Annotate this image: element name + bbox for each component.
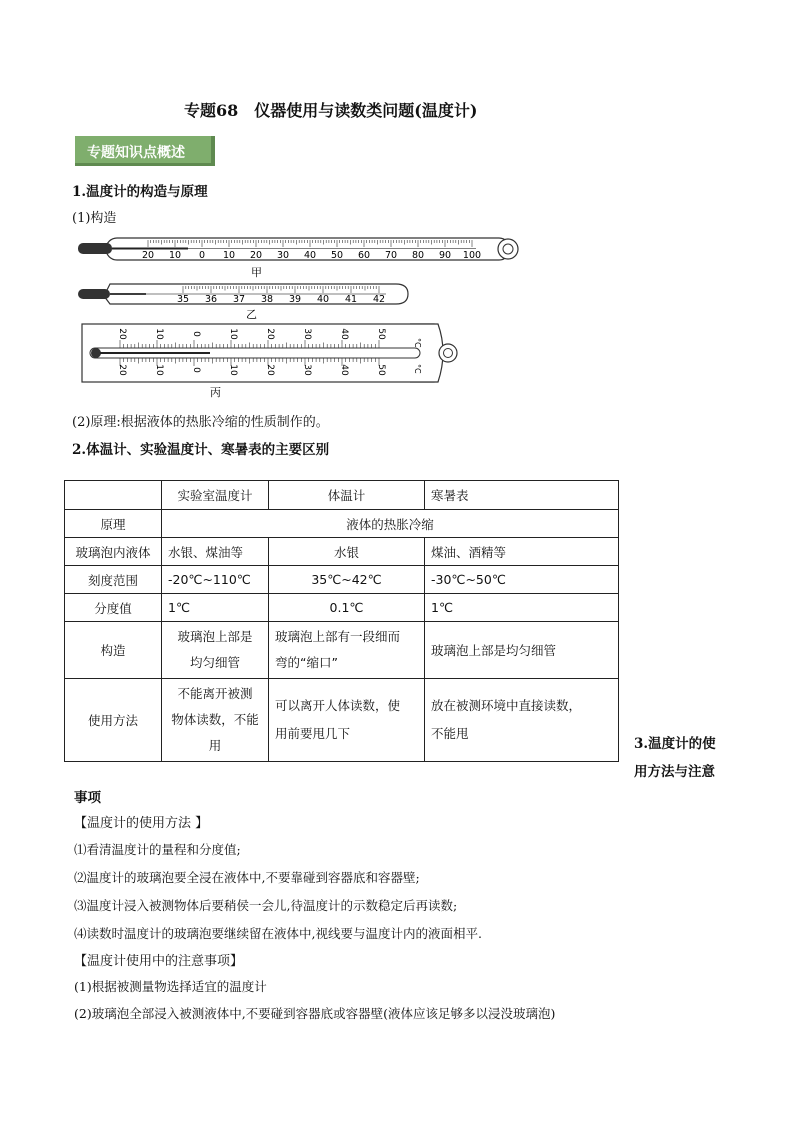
tick-label: 30: [302, 328, 312, 340]
tick-label: 30: [276, 250, 290, 261]
table-cell: 使用方法: [65, 679, 162, 762]
thermometer-yi: [76, 280, 416, 320]
tick-label: 50: [330, 250, 344, 261]
table-cell: 刻度范围: [65, 566, 162, 594]
thermometer-yi-caption: 乙: [246, 308, 257, 320]
tick-label: 10: [222, 250, 236, 261]
tick-label: 20: [265, 364, 275, 376]
table-header-cell: 实验室温度计: [162, 481, 269, 510]
table-row: [65, 538, 619, 566]
tick-label: 10: [154, 364, 164, 376]
tick-label: 0: [191, 367, 201, 373]
tick-label: 41: [344, 294, 358, 305]
table-header-cell: 寒暑表: [425, 481, 619, 510]
table-cell-line: 可以离开人体读数，使: [275, 698, 401, 713]
section3-heading-b: 用方法与注意: [634, 764, 715, 780]
tick-label: 80: [411, 250, 425, 261]
table-cell: 玻璃泡内液体: [65, 538, 162, 566]
section-banner-label: 专题知识点概述: [87, 145, 185, 161]
table-cell: 液体的热胀冷缩: [162, 510, 619, 538]
table-cell: 0.1℃: [269, 594, 425, 622]
table-cell-line: 玻璃泡上部有一段细而: [275, 629, 401, 644]
table-cell: [269, 679, 425, 762]
tick-label: 10: [228, 364, 238, 376]
tick-label: 40: [339, 364, 349, 376]
comparison-table: [64, 480, 619, 762]
tick-label: 0: [191, 331, 201, 337]
tick-label: 90: [438, 250, 452, 261]
table-cell-line: 不能离开被测: [177, 686, 253, 701]
table-cell-line: 放在被测环境中直接读数，: [431, 698, 582, 713]
table-cell: 玻璃泡上部是均匀细管: [425, 622, 619, 679]
tick-label: 10: [168, 250, 182, 261]
table-row: [65, 679, 619, 762]
notes-item: (1)根据被测量物选择适宜的温度计: [74, 979, 267, 994]
tick-label: 20: [249, 250, 263, 261]
section2-heading: 2.体温计、实验温度计、寒暑表的主要区别: [72, 442, 330, 458]
table-cell-line: 用: [208, 738, 222, 753]
table-cell: 分度值: [65, 594, 162, 622]
thermometer-jia-caption: 甲: [251, 266, 262, 278]
section1-sub2: (2)原理:根据液体的热胀冷缩的性质制作的。: [72, 415, 329, 430]
tick-label: 60: [357, 250, 371, 261]
tick-label: 10: [228, 328, 238, 340]
tick-label: 50: [376, 364, 386, 376]
table-cell: 35℃~42℃: [269, 566, 425, 594]
table-cell-line: 玻璃泡上部是: [177, 629, 253, 644]
tick-label: 36: [204, 294, 218, 305]
thermometer-bing: [80, 322, 470, 400]
tick-label: 35: [176, 294, 190, 305]
tick-label: 39: [288, 294, 302, 305]
section3-heading-a: 3.温度计的使: [634, 736, 716, 752]
table-cell: 原理: [65, 510, 162, 538]
notes-item: (2)玻璃泡全部浸入被测液体中,不要碰到容器底或容器壁(液体应该足够多以浸没玻璃泡): [74, 1006, 556, 1021]
usage-title: 【温度计的使用方法 】: [74, 816, 209, 831]
page-title: 专题68 仪器使用与读数类问题(温度计): [184, 101, 478, 120]
table-cell: [162, 622, 269, 679]
table-cell: [162, 679, 269, 762]
tick-label: 20: [117, 364, 127, 376]
table-cell: [425, 679, 619, 762]
tick-label: 38: [260, 294, 274, 305]
table-row: [65, 510, 619, 538]
section3-heading-c: 事项: [74, 790, 101, 806]
thermometer-bing-unit-top: °C: [413, 338, 422, 348]
section1-heading: 1.温度计的构造与原理: [72, 184, 208, 200]
tick-label: 70: [384, 250, 398, 261]
usage-item: ⑷读数时温度计的玻璃泡要继续留在液体中,视线要与温度计内的液面相平.: [74, 926, 482, 941]
tick-label: 100: [462, 250, 482, 261]
tick-label: 37: [232, 294, 246, 305]
section1-sub1: (1)构造: [72, 211, 117, 226]
table-cell-line: 弯的“缩口”: [275, 655, 338, 670]
table-row: [65, 594, 619, 622]
notes-title: 【温度计使用中的注意事项】: [74, 954, 244, 969]
table-row: [65, 622, 619, 679]
tick-label: 30: [302, 364, 312, 376]
tick-label: 20: [265, 328, 275, 340]
tick-label: 40: [316, 294, 330, 305]
table-cell-line: 用前要甩几下: [275, 726, 351, 741]
tick-label: 20: [141, 250, 155, 261]
table-cell: 煤油、酒精等: [425, 538, 619, 566]
usage-item: ⑴看清温度计的量程和分度值;: [74, 842, 241, 857]
table-row: [65, 481, 619, 510]
tick-label: 40: [339, 328, 349, 340]
tick-label: 50: [376, 328, 386, 340]
thermometer-bing-caption: 丙: [210, 386, 221, 399]
tick-label: 10: [154, 328, 164, 340]
table-cell: 水银: [269, 538, 425, 566]
table-cell-line: 物体读数，不能: [171, 712, 259, 727]
tick-label: 20: [117, 328, 127, 340]
table-cell: -20℃~110℃: [162, 566, 269, 594]
table-cell: [269, 622, 425, 679]
usage-item: ⑶温度计浸入被测物体后要稍侯一会儿,待温度计的示数稳定后再读数;: [74, 898, 458, 913]
section-banner: [75, 136, 215, 166]
usage-item: ⑵温度计的玻璃泡要全浸在液体中,不要靠碰到容器底和容器壁;: [74, 870, 420, 885]
table-cell: 水银、煤油等: [162, 538, 269, 566]
table-cell: -30℃~50℃: [425, 566, 619, 594]
tick-label: 0: [198, 250, 206, 261]
thermometer-jia: [76, 232, 526, 278]
tick-label: 42: [372, 294, 386, 305]
table-header-cell: [65, 481, 162, 510]
table-cell-line: 均匀细管: [189, 655, 240, 670]
table-cell-line: 不能甩: [431, 726, 469, 741]
table-header-cell: 体温计: [269, 481, 425, 510]
thermometer-bing-unit-bottom: °C: [413, 364, 422, 374]
table-row: [65, 566, 619, 594]
table-cell: 1℃: [425, 594, 619, 622]
table-cell: 构造: [65, 622, 162, 679]
table-cell: 1℃: [162, 594, 269, 622]
tick-label: 40: [303, 250, 317, 261]
